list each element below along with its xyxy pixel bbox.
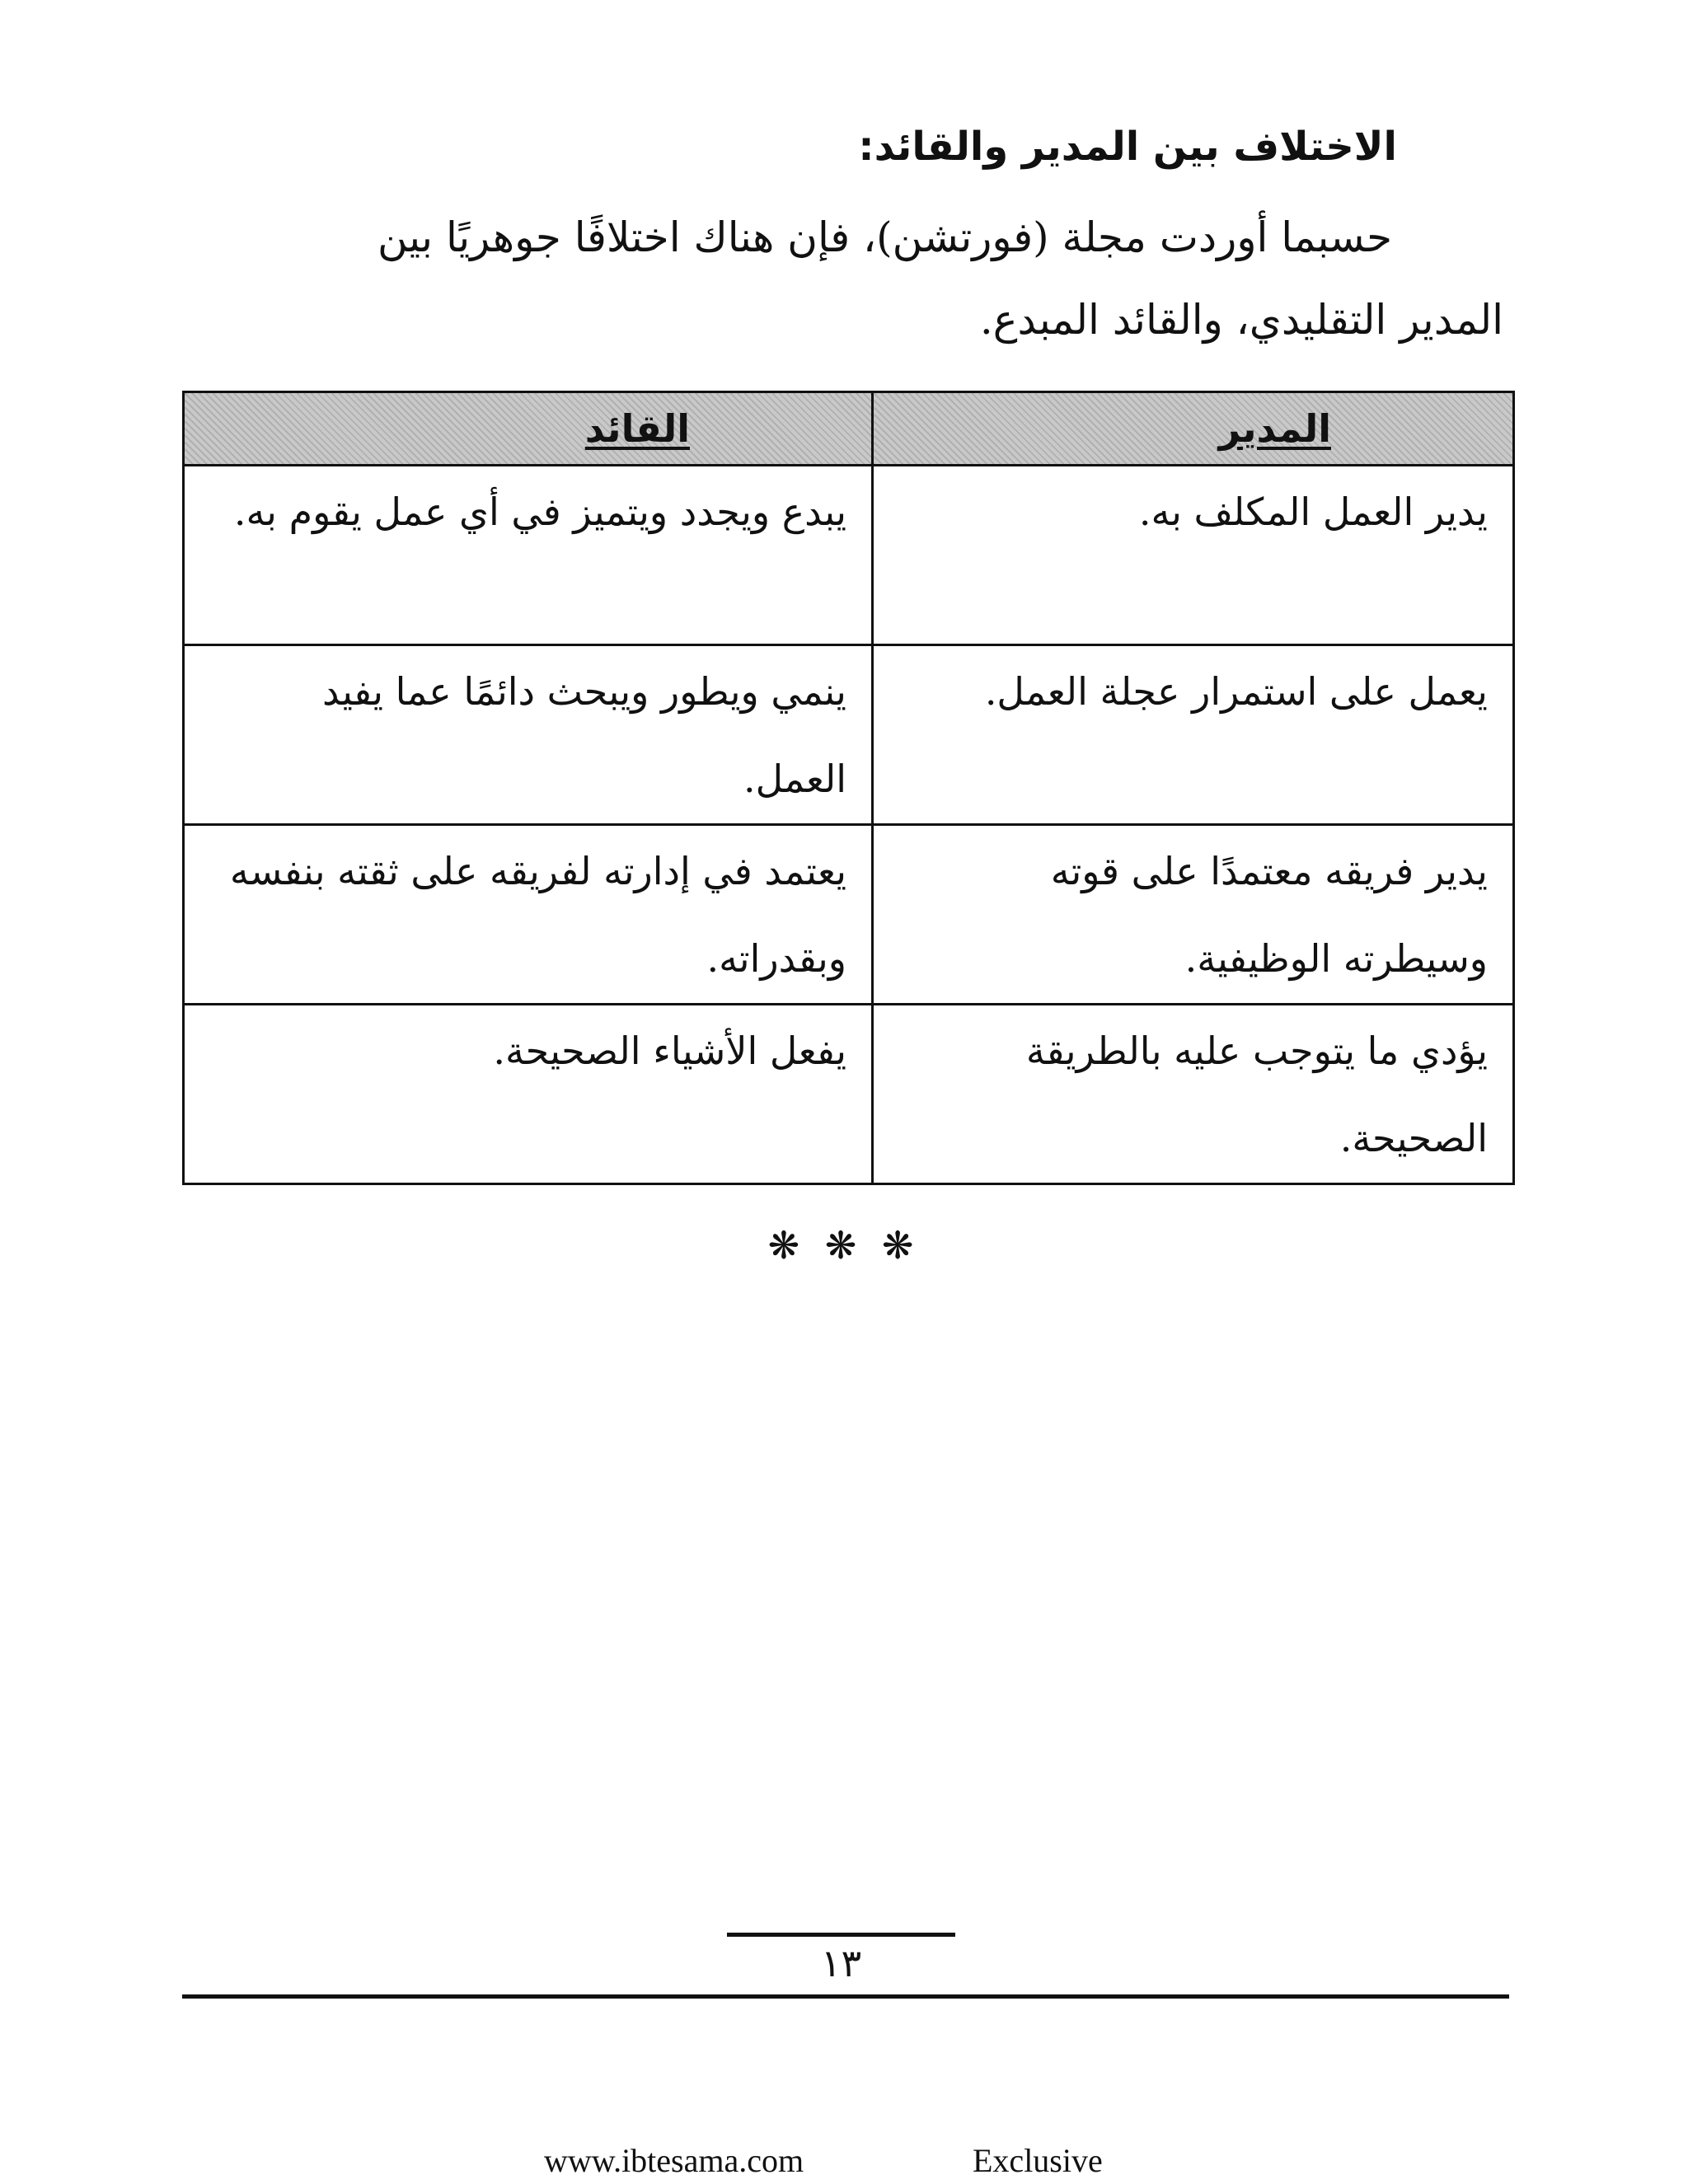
intro-line-2: المدير التقليدي، والقائد المبدع. — [979, 296, 1503, 344]
table-header-row — [184, 392, 1514, 466]
cell-manager: يدير فريقه معتمدًا على قوته وسيطرته الوظيفية. — [873, 825, 1514, 1005]
table-row — [184, 1005, 1514, 1184]
intro-paragraph — [185, 196, 1503, 361]
footer-site-url: www.ibtesama.com — [544, 2142, 804, 2179]
cell-leader: ينمي ويطور ويبحث دائمًا عما يفيد العمل. — [184, 645, 873, 825]
cell-leader: يعتمد في إدارته لفريقه على ثقته بنفسه وبقدراته. — [184, 825, 873, 1005]
header-manager-label: المدير — [1218, 406, 1331, 451]
header-manager — [873, 392, 1514, 466]
comparison-table — [182, 391, 1515, 1185]
table-row — [184, 825, 1514, 1005]
page-number: ١٣ — [820, 1941, 862, 1985]
intro-line-1: حسبما أوردت مجلة (فورتشن)، فإن هناك اختلافًا جوهريًا بين — [377, 213, 1392, 261]
section-heading: الاختلاف بين المدير والقائد: — [858, 124, 1397, 170]
footer-rule — [182, 1994, 1509, 1999]
page-number-rule — [727, 1933, 955, 1937]
table-row — [184, 645, 1514, 825]
table-row — [184, 466, 1514, 645]
section-separator: ❋ ❋ ❋ — [767, 1223, 921, 1268]
cell-manager: يعمل على استمرار عجلة العمل. — [873, 645, 1514, 825]
header-leader-label: القائد — [584, 406, 690, 451]
cell-manager: يدير العمل المكلف به. — [873, 466, 1514, 645]
cell-leader: يبدع ويجدد ويتميز في أي عمل يقوم به. — [184, 466, 873, 645]
footer-tag: Exclusive — [973, 2142, 1103, 2179]
cell-manager: يؤدي ما يتوجب عليه بالطريقة الصحيحة. — [873, 1005, 1514, 1184]
cell-leader: يفعل الأشياء الصحيحة. — [184, 1005, 873, 1184]
header-leader — [184, 392, 873, 466]
